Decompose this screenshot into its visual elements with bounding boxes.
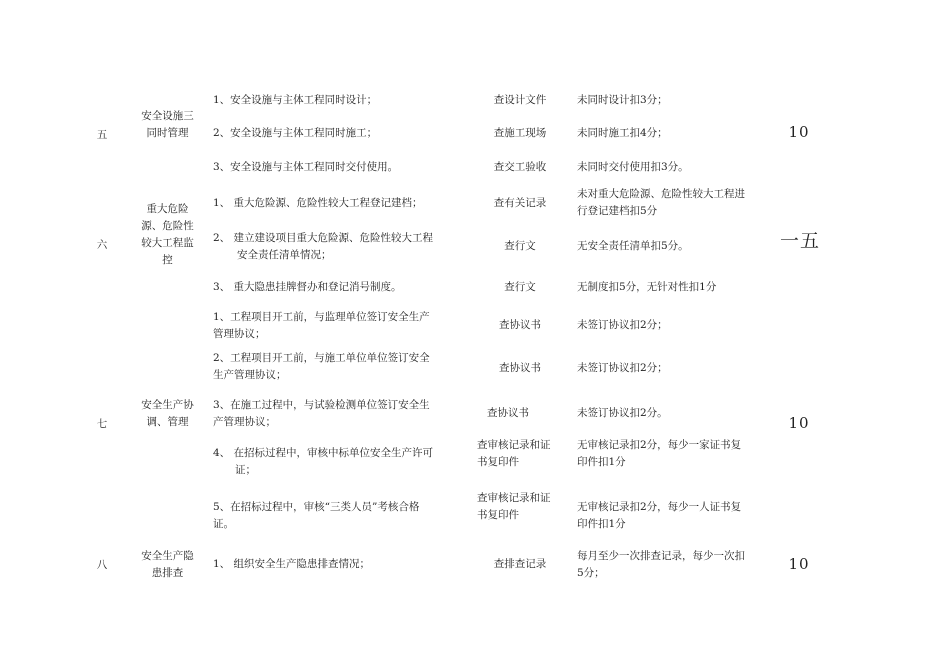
deduction-rule: 无审核记录扣2分，每少一人证书复 印件扣1分: [577, 501, 742, 530]
deduction-rule: 无审核记录扣2分，每少一家证书复 印件扣1分: [577, 439, 742, 468]
check-method: 查行文: [504, 240, 536, 252]
deduction-rule: 未同时设计扣3分；: [577, 94, 668, 106]
check-method: 查施工现场: [493, 127, 547, 139]
section-title: 安全生产协 调、管理: [141, 399, 194, 428]
check-method: 查排查记录: [493, 558, 547, 570]
item-content: 2、工程项目开工前，与施工单位单位签订安全 生产管理协议；: [213, 352, 430, 381]
section-score: 10: [788, 123, 810, 141]
section-number: 八: [96, 559, 108, 571]
check-method: 查有关记录: [493, 197, 547, 209]
item-content: 3、在施工过程中，与试验检测单位签订安全生 产管理协议；: [213, 399, 430, 428]
item-content: 1、安全设施与主体工程同时设计；: [213, 94, 378, 106]
section-score: 10: [788, 555, 810, 573]
item-content: 5、在招标过程中，审核“三类人员”考核合格 证。: [213, 501, 420, 530]
item-content: 3、安全设施与主体工程同时交付使用。: [213, 161, 399, 173]
item-content: 3、 重大隐患挂牌督办和登记消号制度。: [213, 281, 402, 293]
check-method: 查审核记录和证 书复印件: [477, 492, 551, 521]
deduction-rule: 未签订协议扣2分；: [577, 319, 668, 331]
deduction-rule: 每月至少一次排查记录，每少一次扣 5分；: [577, 550, 745, 579]
item-content: 2、安全设施与主体工程同时施工；: [213, 127, 378, 139]
deduction-rule: 未签订协议扣2分；: [577, 362, 668, 374]
section-score: 10: [788, 414, 810, 432]
deduction-rule: 未同时交付使用扣3分。: [577, 161, 689, 173]
check-method: 查设计文件: [493, 94, 547, 106]
section-number: 六: [96, 239, 108, 251]
item-content: 1、 组织安全生产隐患排查情况；: [213, 558, 371, 570]
item-content: 4、 在招标过程中，审核中标单位安全生产许可 证；: [213, 447, 434, 476]
deduction-rule: 未签订协议扣2分。: [577, 407, 668, 419]
check-method: 查交工验收: [493, 161, 547, 173]
check-method: 查协议书: [499, 362, 541, 374]
section-title: 重大危险 源、危险性 较大工程监 控: [141, 203, 194, 266]
deduction-rule: 未对重大危险源、危险性较大工程进 行登记建档扣5分: [577, 188, 745, 217]
section-number: 七: [96, 418, 108, 430]
check-method: 查审核记录和证 书复印件: [477, 439, 551, 468]
item-content: 2、 建立建设项目重大危险源、危险性较大工程 安全责任清单情况；: [213, 232, 434, 261]
section-score: 一五: [779, 230, 820, 252]
check-method: 查行文: [504, 281, 536, 293]
section-title: 安全生产隐 患排查: [141, 550, 194, 579]
deduction-rule: 未同时施工扣4分；: [577, 127, 668, 139]
item-content: 1、工程项目开工前，与监理单位签订安全生产 管理协议；: [213, 311, 430, 340]
check-method: 查协议书: [487, 407, 529, 419]
section-number: 五: [96, 129, 108, 141]
deduction-rule: 无安全责任清单扣5分。: [577, 240, 689, 252]
item-content: 1、 重大危险源、危险性较大工程登记建档；: [213, 197, 423, 209]
deduction-rule: 无制度扣5分，无针对性扣1分: [577, 281, 717, 293]
check-method: 查协议书: [499, 319, 541, 331]
section-title: 安全设施三 同时管理: [141, 110, 194, 139]
